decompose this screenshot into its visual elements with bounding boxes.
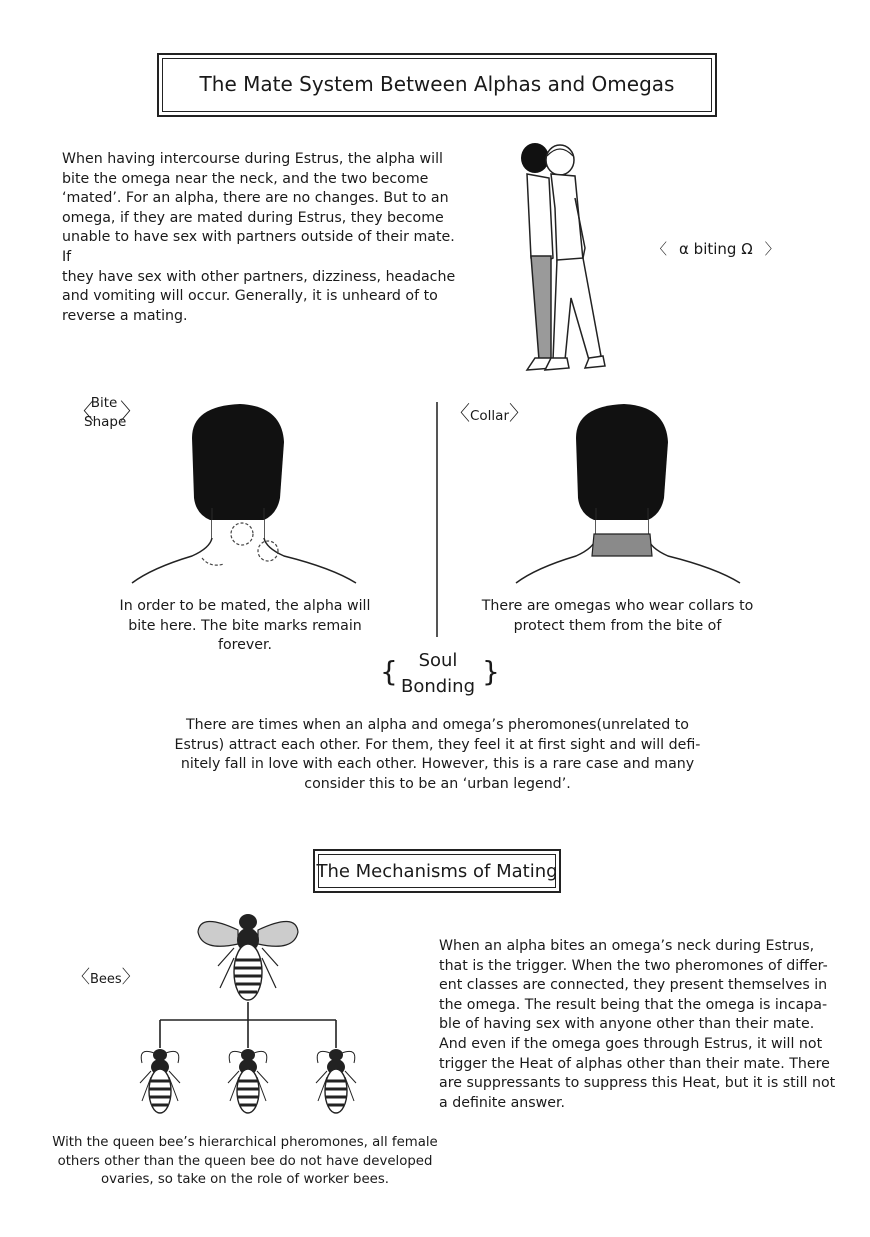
vertical-divider xyxy=(436,402,438,637)
text-line: consider this to be an ‘urban legend’. xyxy=(304,775,571,792)
text-line: trigger the Heat of alphas other than their mate. There xyxy=(439,1055,830,1072)
mechanisms-paragraph xyxy=(439,937,839,1113)
text-line: forever. xyxy=(217,637,273,653)
text-line: ent classes are connected, they present themselves in xyxy=(439,977,828,994)
bee-hierarchy-diagram xyxy=(130,908,370,1123)
mechanisms-title-box xyxy=(313,849,561,893)
worker-bee-icon xyxy=(228,1049,268,1113)
text-line: Estrus) attract each other. For them, they feel it at first sight and will defi- xyxy=(174,736,701,753)
collar-label-text: Collar xyxy=(470,408,510,424)
bite-shape-label-line: Shape xyxy=(84,414,127,430)
text-line: omega, if they are mated during Estrus, they become xyxy=(62,209,444,226)
text-line: are suppressants to suppress this Heat, but it is still not xyxy=(439,1075,836,1092)
text-line: they have sex with other partners, dizziness, headache xyxy=(62,268,456,285)
soul-bonding-paragraph xyxy=(170,716,705,794)
text-line: And even if the omega goes through Estrus, it will not xyxy=(439,1035,823,1052)
text-line: the omega. The result being that the omega is incapa- xyxy=(439,996,828,1013)
collar-illustration xyxy=(516,398,742,586)
soul-bonding-heading-line: Soul xyxy=(418,650,458,671)
text-line: When an alpha bites an omega’s neck during Estrus, xyxy=(439,938,815,954)
text-line: In order to be mated, the alpha will xyxy=(119,598,371,614)
text-line: ble of having sex with anyone other than their mate. xyxy=(439,1016,815,1033)
text-line: unable to have sex with partners outside of their mate. If xyxy=(62,229,455,265)
biting-caption: 〈 α biting Ω 〉 xyxy=(652,240,780,258)
text-line: others other than the queen bee do not have developed xyxy=(57,1153,433,1169)
soul-bonding-heading: { Soul Bonding } xyxy=(380,648,495,702)
bees-label: 〈Bees〉 xyxy=(72,967,140,988)
text-line: bite here. The bite marks remain xyxy=(128,617,362,634)
collar-label: 〈Collar〉 xyxy=(450,401,530,425)
intro-paragraph xyxy=(62,150,462,326)
biting-caption-text: α biting Ω xyxy=(679,240,753,258)
text-line: nitely fall in love with each other. However, this is a rare case and many xyxy=(180,756,695,773)
worker-bee-icon xyxy=(316,1049,356,1113)
bite-shape-label-line: Bite xyxy=(90,395,118,411)
bees-label-text: Bees xyxy=(90,972,122,987)
text-line: There are times when an alpha and omega’s pheromones(unrelated to xyxy=(186,717,689,733)
text-line: bite the omega near the neck, and the two become xyxy=(62,170,429,187)
worker-bee-icon xyxy=(140,1049,180,1113)
page-title: The Mate System Between Alphas and Omegas xyxy=(199,72,675,96)
text-line: protect them from the bite of xyxy=(513,617,722,634)
bite-caption xyxy=(110,597,380,656)
mechanisms-title: The Mechanisms of Mating xyxy=(316,861,558,882)
text-line: There are omegas who wear collars to xyxy=(481,598,754,614)
queen-bee-icon xyxy=(198,914,298,1000)
alpha-biting-omega-illustration xyxy=(505,138,625,378)
bite-marks-illustration xyxy=(132,398,358,586)
collar-caption xyxy=(470,597,765,636)
page-title-box xyxy=(157,53,717,117)
text-line: ‘mated’. For an alpha, there are no changes. But to an xyxy=(62,190,449,207)
soul-bonding-heading-line: Bonding xyxy=(400,676,476,697)
text-line: that is the trigger. When the two pheromones of differ- xyxy=(439,957,828,974)
text-line: When having intercourse during Estrus, the alpha will xyxy=(62,151,443,167)
text-line: a definite answer. xyxy=(439,1094,566,1111)
text-line: ovaries, so take on the role of worker bees. xyxy=(101,1172,389,1187)
bees-caption xyxy=(45,1134,445,1190)
text-line: and vomiting will occur. Generally, it is unheard of to xyxy=(62,288,438,305)
text-line: With the queen bee’s hierarchical pheromones, all female xyxy=(52,1135,438,1150)
text-line: reverse a mating. xyxy=(62,307,188,324)
